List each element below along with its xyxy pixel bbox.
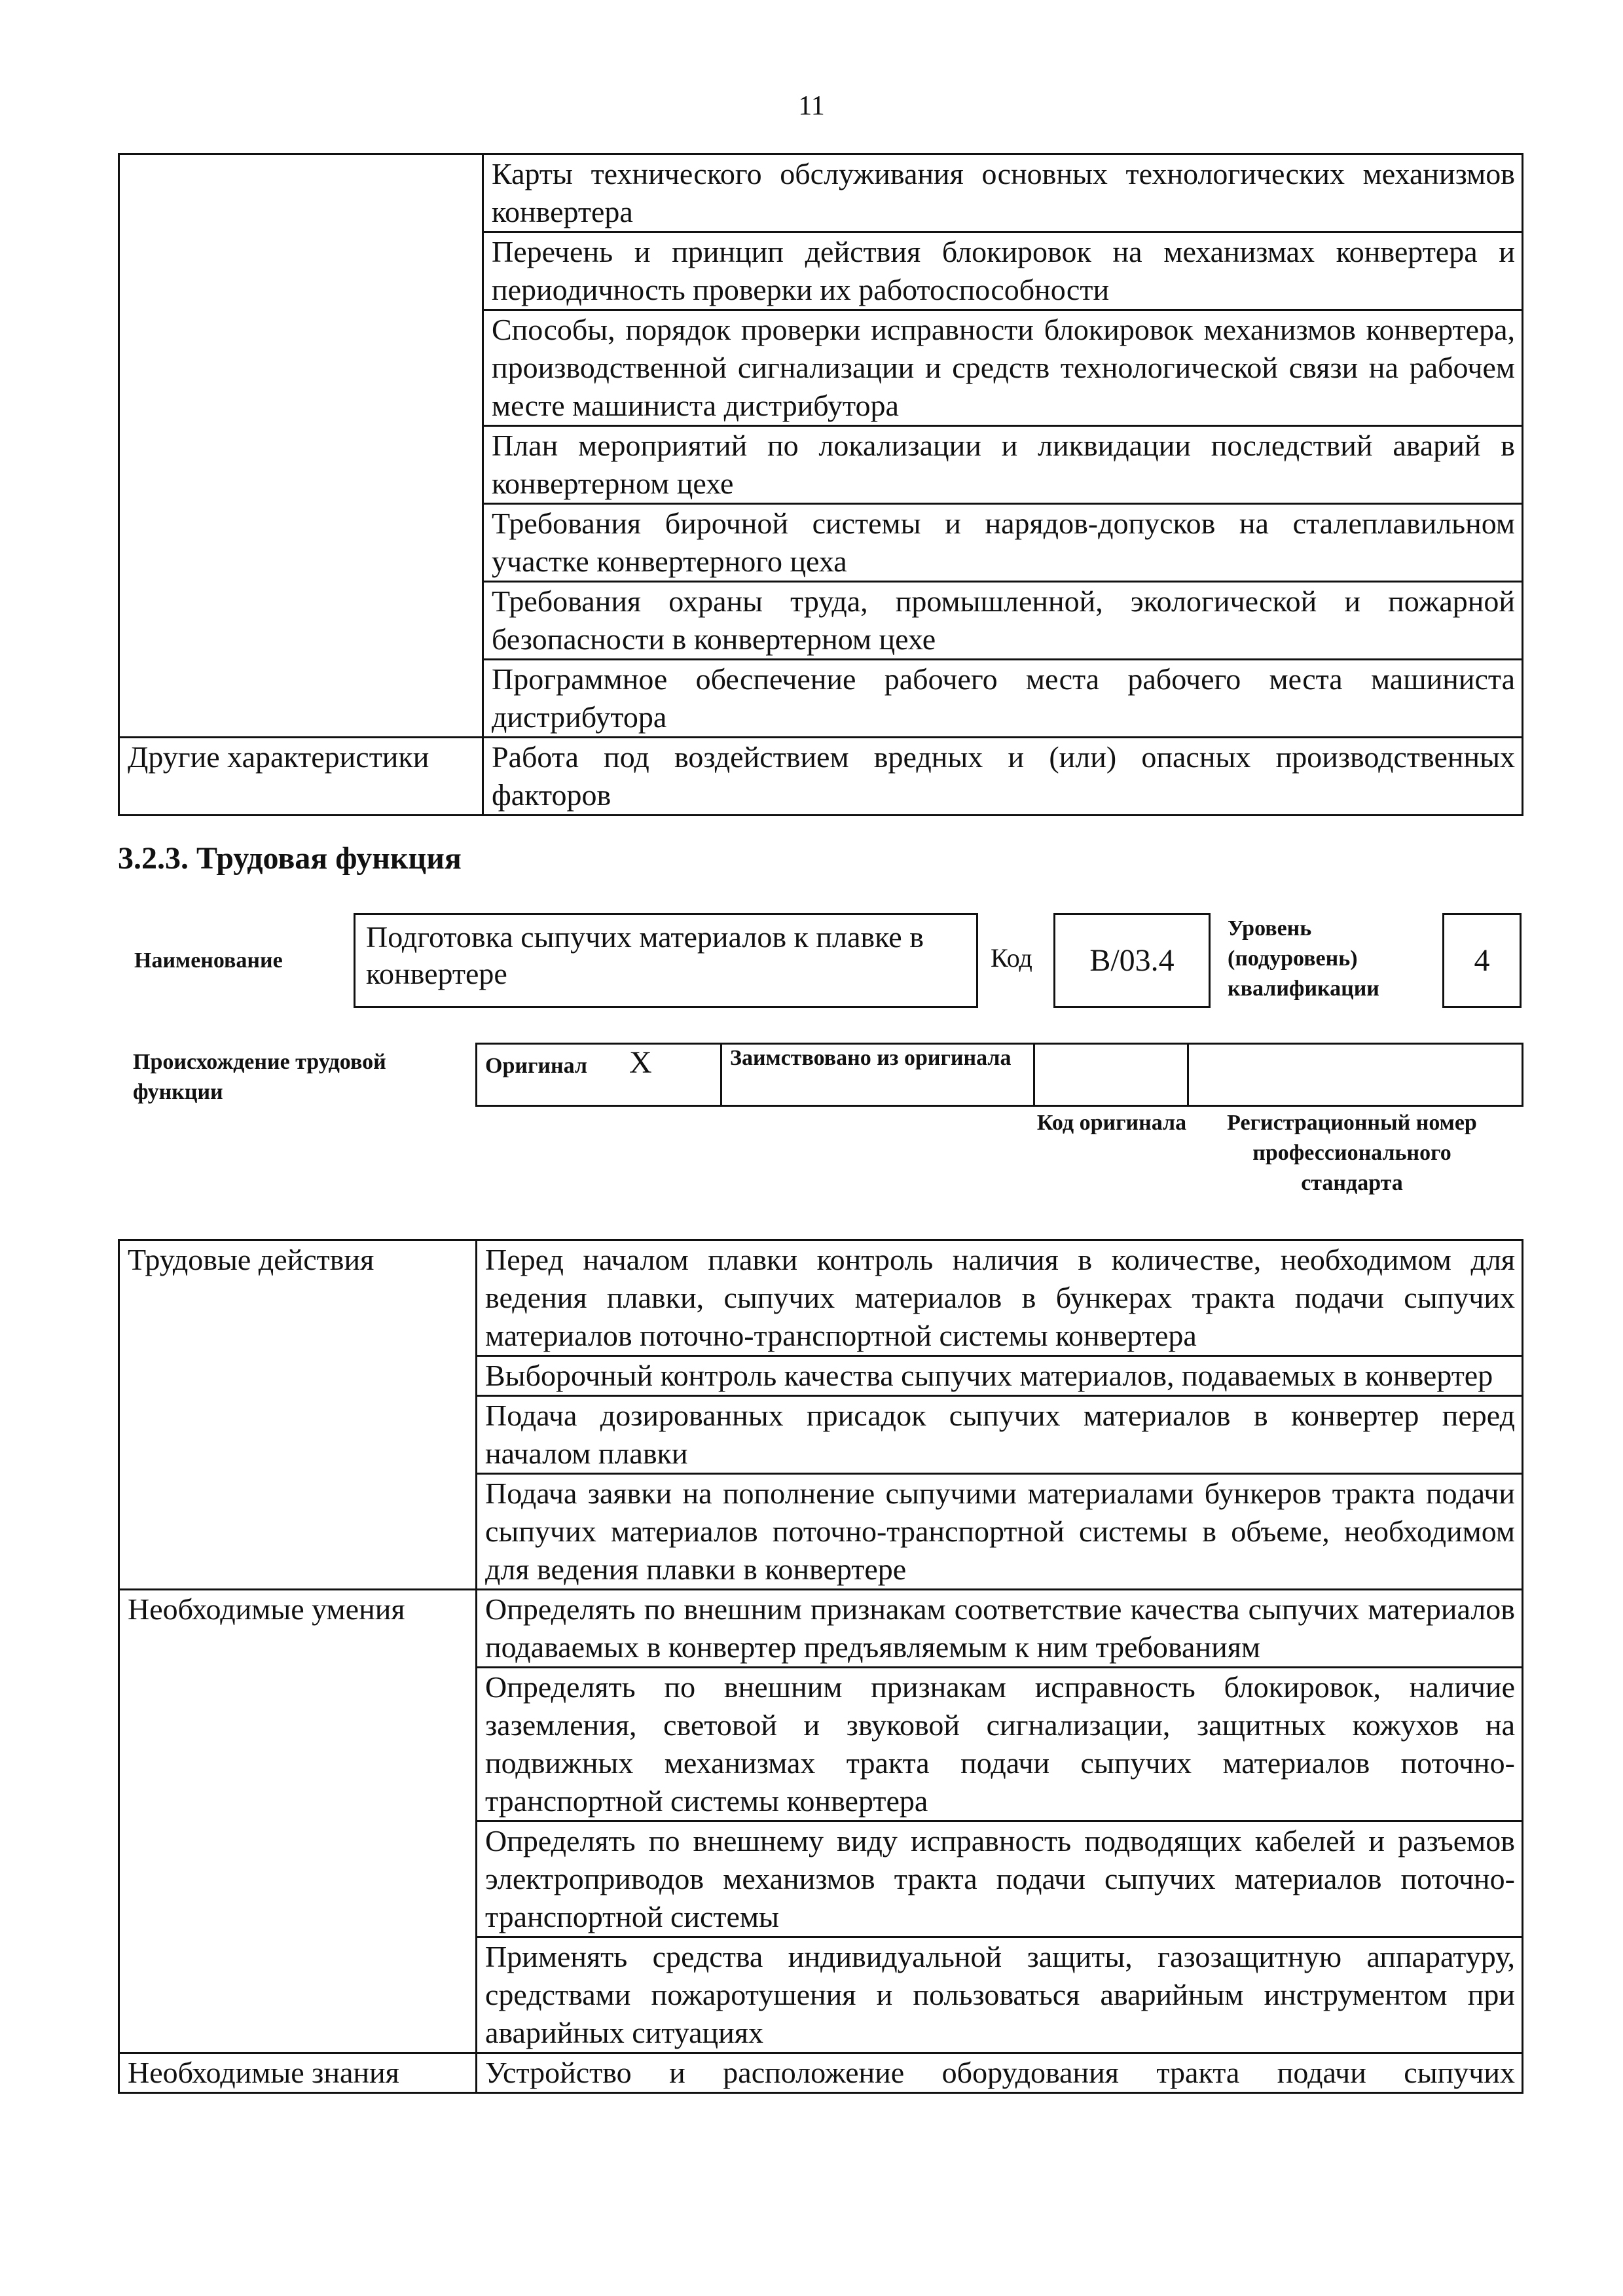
origin-code-caption: Код оригинала	[1036, 1111, 1187, 1135]
knowledge-item: Устройство и расположение оборудования тракта подачи сыпучих	[477, 2053, 1523, 2093]
knowledge-item: План мероприятий по локализации и ликвидации последствий аварий в конвертерном цехе	[483, 426, 1523, 504]
action-item: Подача дозированных присадок сыпучих материалов в конвертер перед началом плавки	[477, 1396, 1523, 1474]
name-label: Наименование	[134, 948, 283, 973]
knowledge-label: Необходимые знания	[119, 2053, 477, 2093]
original-cell	[477, 1044, 721, 1106]
table-row	[119, 1590, 1523, 1668]
skill-item: Определять по внешним признакам исправность блокировок, наличие заземления, световой и звуковой сигнализации, защитных кожухов на подвижных механизмах тракта подачи сыпучих материалов поточно-транспортной системы конвертера	[477, 1668, 1523, 1821]
level-box: 4	[1442, 913, 1522, 1008]
code-box: В/03.4	[1053, 913, 1211, 1008]
reg-number-cell	[1188, 1044, 1523, 1106]
continuation-table	[118, 153, 1523, 816]
knowledge-item: Требования охраны труда, промышленной, экологической и пожарной безопасности в конвертерном цехе	[483, 582, 1523, 660]
function-table	[118, 1239, 1523, 2094]
table-row	[477, 1044, 1523, 1106]
other-characteristics-text: Работа под воздействием вредных и (или) опасных производственных факторов	[483, 738, 1523, 816]
skill-item: Определять по внешним признакам соответствие качества сыпучих материалов подаваемых в конвертер предъявляемым к ним требованиям	[477, 1590, 1523, 1668]
skill-item: Применять средства индивидуальной защиты, газозащитную аппаратуру, средствами пожаротушения и пользоваться аварийным инструментом при аварийных ситуациях	[477, 1937, 1523, 2053]
skills-label: Необходимые умения	[119, 1590, 477, 2053]
section-title: 3.2.3. Трудовая функция	[118, 841, 462, 876]
table-row	[119, 154, 1523, 232]
table-row	[119, 2053, 1523, 2093]
skill-item: Определять по внешнему виду исправность подводящих кабелей и разъемов электроприводов механизмов тракта подачи сыпучих материалов поточно-транспортной системы	[477, 1821, 1523, 1937]
knowledge-item: Программное обеспечение рабочего места рабочего места машиниста дистрибутора	[483, 660, 1523, 738]
origin-table	[475, 1043, 1523, 1107]
action-item: Выборочный контроль качества сыпучих материалов, подаваемых в конвертер	[477, 1356, 1523, 1396]
origin-label: Происхождение трудовой функции	[133, 1050, 386, 1104]
actions-label: Трудовые действия	[119, 1240, 477, 1590]
knowledge-item: Способы, порядок проверки исправности блокировок механизмов конвертера, производственной сигнализации и средств технологической связи на рабочем месте машиниста дистрибутора	[483, 310, 1523, 426]
knowledge-item: Карты технического обслуживания основных технологических механизмов конвертера	[483, 154, 1523, 232]
knowledge-item: Требования бирочной системы и нарядов-допусков на сталеплавильном участке конвертерного цеха	[483, 504, 1523, 582]
page-number: 11	[798, 91, 825, 121]
other-characteristics-label: Другие характеристики	[119, 738, 483, 816]
level-label: Уровень (подуровень) квалификации	[1228, 916, 1379, 1001]
original-mark: Х	[629, 1045, 652, 1080]
reg-number-caption: Регистрационный номер профессионального стандарта	[1227, 1111, 1477, 1195]
empty-label-cell	[119, 154, 483, 738]
action-item: Перед началом плавки контроль наличия в количестве, необходимом для ведения плавки, сыпучих материалов в бункерах тракта подачи сыпучих материалов поточно-транспортной системы конвертера	[477, 1240, 1523, 1356]
code-label: Код	[991, 943, 1032, 973]
table-row	[119, 738, 1523, 816]
origin-code-cell	[1034, 1044, 1188, 1106]
function-name-box: Подготовка сыпучих материалов к плавке в конвертере	[354, 913, 978, 1008]
knowledge-item: Перечень и принцип действия блокировок на механизмах конвертера и периодичность проверки их работоспособности	[483, 232, 1523, 310]
borrowed-label: Заимствовано из оригинала	[721, 1044, 1034, 1106]
original-label: Оригинал	[485, 1054, 587, 1078]
action-item: Подача заявки на пополнение сыпучими материалами бункеров тракта подачи сыпучих материалов поточно-транспортной системы в объеме, необходимом для ведения плавки в конвертере	[477, 1474, 1523, 1590]
table-row	[119, 1240, 1523, 1356]
